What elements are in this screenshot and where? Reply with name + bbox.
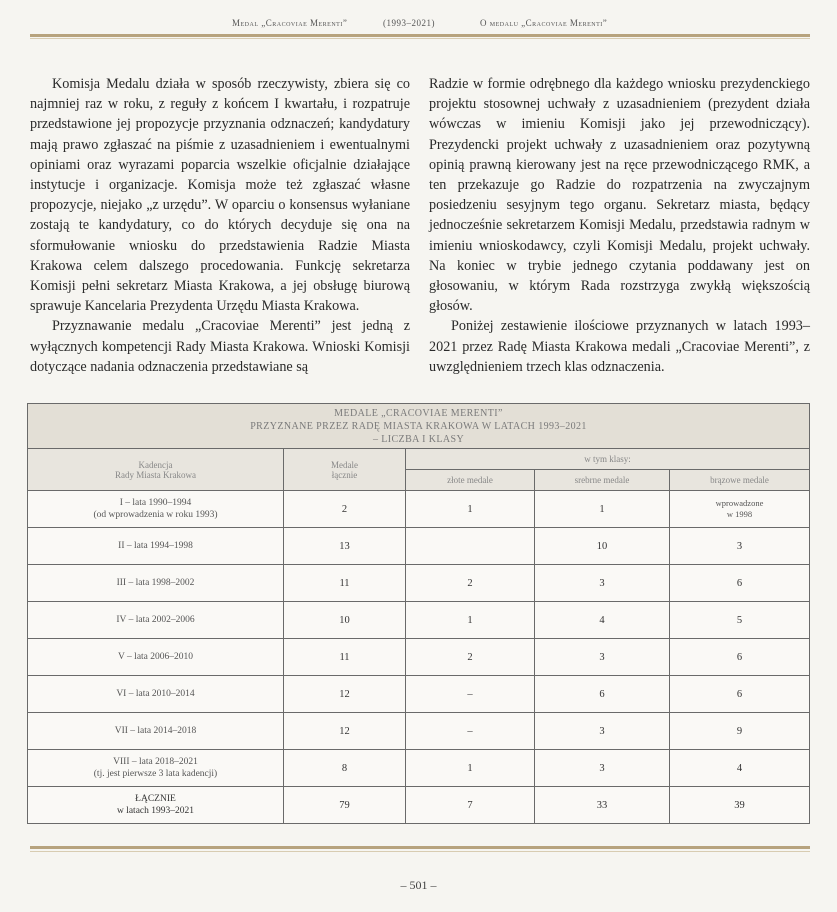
right-paragraph-2: Poniżej zestawienie ilościowe przyznanych w latach 1993–2021 przez Radę Miasta Krakowa medali „Cracoviae Merenti”, z uwzględnieniem trzech klas odznaczenia. — [429, 318, 810, 375]
running-head-left: Medal „Cracoviae Merenti” — [232, 18, 348, 28]
row-gold — [406, 528, 535, 565]
row-silver: 3 — [535, 565, 670, 602]
row-gold: 1 — [406, 750, 535, 787]
table-header-row-1 — [28, 449, 810, 470]
total-silver: 33 — [535, 787, 670, 824]
row-kadencja — [28, 750, 284, 787]
footer-rule-thin — [30, 851, 810, 852]
table-caption-row — [28, 404, 810, 449]
table-caption — [28, 404, 810, 449]
row-bronze-line-1: wprowadzone — [715, 498, 764, 508]
row-bronze — [670, 491, 810, 528]
row-gold: – — [406, 713, 535, 750]
footer-rule — [30, 846, 810, 849]
running-head-right: O medalu „Cracoviae Merenti” — [480, 18, 608, 28]
right-column — [429, 74, 810, 377]
header-w-tym: w tym klasy: — [406, 449, 810, 470]
row-gold: 1 — [406, 602, 535, 639]
table-row — [28, 565, 810, 602]
row-kadencja-note: (od wprowadzenia w roku 1993) — [93, 510, 218, 520]
table-caption-line-2: PRZYZNANE PRZEZ RADĘ MIASTA KRAKOWA W LATACH 1993–2021 — [250, 420, 587, 432]
row-kadencja-label: VIII – lata 2018–2021 — [113, 757, 198, 767]
table-total-row — [28, 787, 810, 824]
row-total: 2 — [284, 491, 406, 528]
row-silver: 3 — [535, 750, 670, 787]
table-caption-line-1: MEDALE „CRACOVIAE MERENTI” — [334, 407, 503, 419]
header-medale — [284, 449, 406, 491]
header-kadencja-line-2: Rady Miasta Krakowa — [115, 469, 196, 480]
right-paragraph-1: Radzie w formie odrębnego dla każdego wniosku prezydenckiego projektu stosownej uchwały z uzasadnieniem (prezydent działa wówczas w imieniu Komisji jako jej przewodniczący). Prezydencki projekt uchwały z uzasadnieniem oraz pozytywną opinią prawną kierowany jest na ręce przewodniczącego RMK, a ten przekazuje go Radzie do rozpatrzenia na zwyczajnym posiedzeniu sesyjnym tego organu. Sekretarz miasta, będący jednocześnie sekretarzem Komisji Medalu, przedstawia radnym w imieniu wnioskodawcy, czyli Komisji Medalu, projekt uchwały. Na koniec w trybie jednego czytania poddawany jest on głosowaniu, w którym Rada rozstrzyga zwykłą większością głosów. — [429, 76, 810, 315]
row-kadencja-label: VII – lata 2014–2018 — [114, 726, 197, 736]
row-kadencja — [28, 528, 284, 565]
row-gold: 2 — [406, 639, 535, 676]
table-row — [28, 750, 810, 787]
table-row — [28, 491, 810, 528]
row-silver: 6 — [535, 676, 670, 713]
row-kadencja-label: V – lata 2006–2010 — [117, 652, 194, 662]
page-number: – 501 – — [400, 878, 437, 892]
row-total: 13 — [284, 528, 406, 565]
total-gold: 7 — [406, 787, 535, 824]
row-bronze: 9 — [670, 713, 810, 750]
row-kadencja — [28, 676, 284, 713]
running-head — [0, 14, 837, 34]
row-total: 12 — [284, 676, 406, 713]
header-brazowe: brązowe medale — [670, 470, 810, 491]
row-kadencja — [28, 713, 284, 750]
left-paragraph-1: Komisja Medalu działa w sposób rzeczywisty, zbiera się co najmniej raz w roku, z reguły z końcem I kwartału, i rozpatruje przedstawione jej propozycje przyznania odznaczeń; kandydatury mają prawo zgłaszać na piśmie z uzasadnieniem i ewentualnymi opiniami oraz wyrazami poparcia wszelkie oficjalnie działające instytucje i organizacje. Komisja może też zgłaszać własne propozycje, niejako „z urzędu”. W oparciu o konsensus wyłaniane zostają te kandydatury, co do których decyduje się ona na sformułowanie wniosku do przedstawienia Radzie Miasta Krakowa celem dalszego procedowania. Funkcję sekretarza Komisji pełni sekretarz Miasta Krakowa, a jej obsługę biurową sprawuje Kancelaria Prezydenta Urzędu Miasta Krakowa. — [30, 76, 410, 315]
row-kadencja — [28, 491, 284, 528]
row-kadencja — [28, 565, 284, 602]
header-srebrne: srebrne medale — [535, 470, 670, 491]
row-bronze: 6 — [670, 676, 810, 713]
table-row — [28, 639, 810, 676]
row-gold: 2 — [406, 565, 535, 602]
row-kadencja-note: (tj. jest pierwsze 3 lata kadencji) — [93, 769, 218, 779]
row-total: 12 — [284, 713, 406, 750]
row-kadencja — [28, 639, 284, 676]
left-column — [30, 74, 410, 377]
row-silver: 4 — [535, 602, 670, 639]
row-bronze-line-2: w 1998 — [726, 509, 753, 519]
table-row — [28, 676, 810, 713]
row-gold: – — [406, 676, 535, 713]
row-silver: 3 — [535, 639, 670, 676]
row-bronze: 4 — [670, 750, 810, 787]
row-kadencja-label: II – lata 1994–1998 — [118, 541, 193, 551]
header-kadencja-line-1: Kadencja — [138, 459, 173, 470]
header-kadencja — [28, 449, 284, 491]
header-rule — [30, 34, 810, 37]
row-bronze: 3 — [670, 528, 810, 565]
total-count: 79 — [284, 787, 406, 824]
row-silver: 10 — [535, 528, 670, 565]
header-zlote: złote medale — [406, 470, 535, 491]
row-kadencja — [28, 602, 284, 639]
table-caption-line-3: – LICZBA I KLASY — [372, 433, 465, 445]
row-bronze: 5 — [670, 602, 810, 639]
running-head-center: (1993–2021) — [383, 18, 435, 28]
left-paragraph-2: Przyznawanie medalu „Cracoviae Merenti” jest jedną z wyłącznych kompetencji Rady Miasta Krakowa. Wnioski Komisji dotyczące nadania odznaczenia przedstawiane są — [30, 318, 410, 375]
row-silver: 3 — [535, 713, 670, 750]
table-row — [28, 602, 810, 639]
row-total: 8 — [284, 750, 406, 787]
row-gold: 1 — [406, 491, 535, 528]
row-total: 11 — [284, 639, 406, 676]
row-bronze: 6 — [670, 565, 810, 602]
row-kadencja-label: I – lata 1990–1994 — [119, 498, 192, 508]
row-bronze: 6 — [670, 639, 810, 676]
row-kadencja-label: III – lata 1998–2002 — [116, 578, 195, 588]
medals-table-wrapper — [27, 403, 809, 830]
medals-table — [27, 403, 810, 824]
total-label-line-2: w latach 1993–2021 — [116, 806, 195, 816]
total-label — [28, 787, 284, 824]
total-label-line-1: ŁĄCZNIE — [135, 794, 176, 804]
row-kadencja-label: IV – lata 2002–2006 — [116, 615, 195, 625]
total-bronze: 39 — [670, 787, 810, 824]
table-row — [28, 528, 810, 565]
row-total: 10 — [284, 602, 406, 639]
table-row — [28, 713, 810, 750]
header-medale-line-1: Medale — [331, 459, 358, 470]
header-rule-thin — [30, 38, 810, 39]
header-medale-line-2: łącznie — [331, 469, 358, 480]
row-kadencja-label: VI – lata 2010–2014 — [116, 689, 195, 699]
row-silver: 1 — [535, 491, 670, 528]
row-total: 11 — [284, 565, 406, 602]
